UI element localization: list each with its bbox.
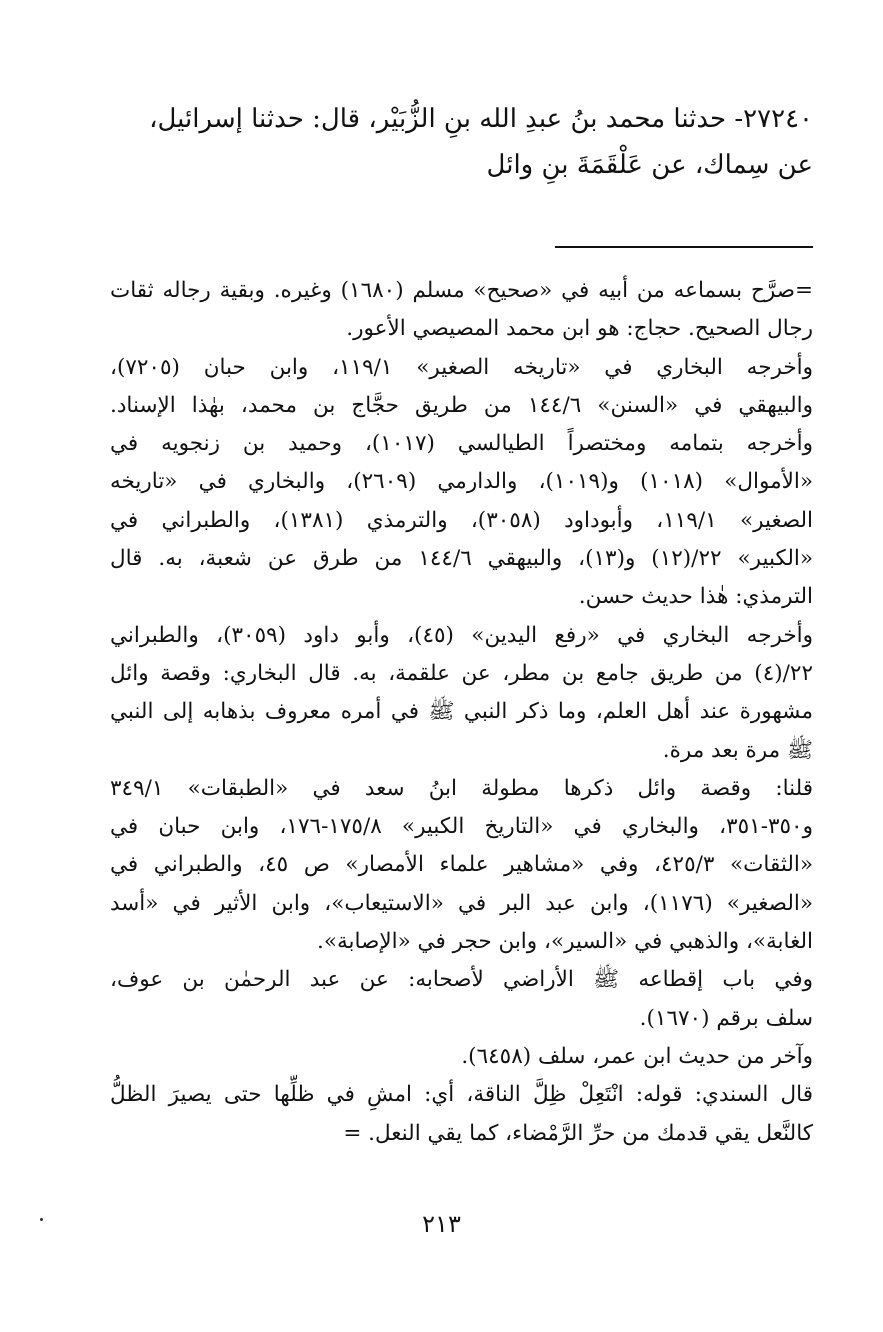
footnote-line: الصغير» ١١٩/١، وأبوداود (٣٠٥٨)، والترمذي (١٣٨١)، والطبراني في (110, 507, 813, 533)
footnote-line: قال السندي: قوله: انْتَعِلْ ظِلَّ الناقة، أي: امشِ في ظلِّها حتى يصيرَ الظلُّ (110, 1082, 813, 1108)
footnote-separator (555, 246, 813, 248)
footnote-line: ٢٢/(٤) من طريق جامع بن مطر، عن علقمة، به. قال البخاري: وقصة وائل (110, 660, 813, 686)
footnote-line: و٣٥٠-٣٥١، والبخاري في «التاريخ الكبير» ١٧٥/٨-١٧٦، وابن حبان في (110, 814, 813, 840)
footnote-line: ﷺ مرة بعد مرة. (662, 737, 813, 763)
hadith-text (112, 96, 813, 188)
footnote-line: مشهورة عند أهل العلم، وما ذكر النبي ﷺ في أمره معروف بذهابه إلى النبي (110, 699, 813, 725)
page-number: ٢١٣ (422, 1210, 461, 1238)
footnote-line: =صرَّح بسماعه من أبيه في «صحيح» مسلم (١٦٨٠) وغيره. وبقية رجاله ثقات (110, 278, 813, 303)
footnote-line: سلف برقم (١٦٧٠). (639, 1005, 813, 1031)
footnote-line: رجال الصحيح. حجاج: هو ابن محمد المصيصي الأعور. (346, 316, 813, 342)
hadith-line: عن سِماك، عن عَلْقَمَةَ بنِ وائل (486, 150, 813, 180)
footnote-line: الغابة»، والذهبي في «السير»، وابن حجر في «الإصابة». (317, 929, 813, 955)
footnote-line: «الصغير» (١١٧٦)، وابن عبد البر في «الاستيعاب»، وابن الأثير في «أسد (110, 890, 813, 916)
footnote-line: الترمذي: هٰذا حديث حسن. (578, 584, 813, 610)
footnote-line: وأخرجه البخاري في «رفع اليدين» (٤٥)، وأبو داود (٣٠٥٩)، والطبراني (110, 622, 813, 648)
footnote-line: «الثقات» ٤٢٥/٣، وفي «مشاهير علماء الأمصار» ص ٤٥، والطبراني في (110, 852, 813, 878)
footnote-line: «الكبير» ٢٢/(١٢) و(١٣)، والبيهقي ١٤٤/٦ من طرق عن شعبة، به. قال (110, 546, 813, 572)
footnote-line: وأخرجه بتمامه ومختصراً الطيالسي (١٠١٧)، وحميد بن زنجويه في (110, 431, 813, 457)
hadith-line: ٢٧٢٤٠- حدثنا محمد بنُ عبدِ الله بنِ الزُّبَيْر، قال: حدثنا إسرائيل، (149, 104, 813, 134)
footnote-line: وآخر من حديث ابن عمر، سلف (٦٤٥٨). (461, 1043, 813, 1069)
footnote-line: وأخرجه البخاري في «تاريخه الصغير» ١١٩/١، وابن حبان (٧٢٠٥)، (110, 354, 814, 380)
footnote-line: «الأموال» (١٠١٨) و(١٠١٩)، والدارمي (٢٦٠٩)، والبخاري في «تاريخه (110, 469, 814, 495)
footnote-line: كالنَّعل يقي قدمك من حرِّ الرَّمْضاء، كما يقي النعل. = (343, 1120, 813, 1146)
footnote-line: وفي باب إقطاعه ﷺ الأراضي لأصحابه: عن عبد الرحمٰن بن عوف، (110, 967, 813, 993)
scan-speck (40, 1218, 43, 1221)
footnote-line: والبيهقي في «السنن» ١٤٤/٦ من طريق حجَّاج بن محمد، بهٰذا الإسناد. (110, 392, 814, 418)
footnotes (110, 272, 813, 1153)
footnote-line: قلنا: وقصة وائل ذكرها مطولة ابنُ سعد في «الطبقات» ٣٤٩/١ (110, 775, 813, 801)
